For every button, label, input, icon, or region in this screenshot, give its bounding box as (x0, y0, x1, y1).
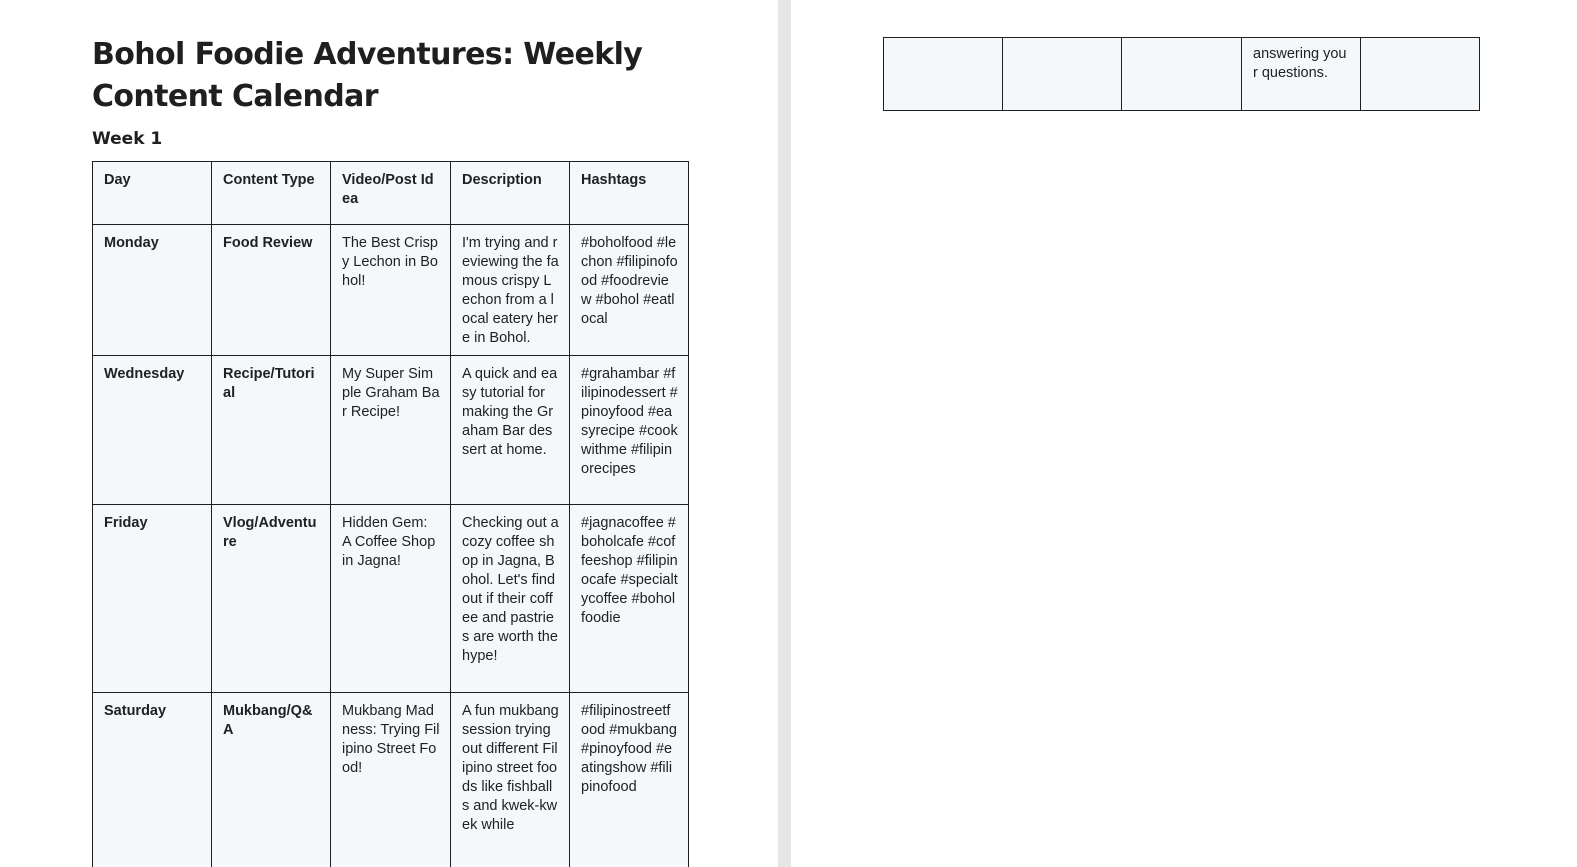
header-cell-day[interactable]: Day (93, 162, 212, 225)
header-cell-description[interactable]: Description (451, 162, 570, 225)
hashtags-cell[interactable]: #grahambar #filipinodessert #pinoyfood #easyrecipe #cookwithme #filipinorecipes (570, 356, 689, 505)
content-type-cell[interactable]: Food Review (212, 225, 331, 356)
description-cell[interactable]: A quick and easy tutorial for making the Graham Bar dessert at home. (451, 356, 570, 505)
header-cell-idea[interactable]: Video/Post Idea (331, 162, 451, 225)
day-cell[interactable] (884, 38, 1003, 111)
document-title: Bohol Foodie Adventures: Weekly Content Calendar (92, 37, 643, 114)
day-cell[interactable]: Wednesday (93, 356, 212, 505)
description-cell[interactable]: A fun mukbang session trying out different Filipino street foods like fishballs and kwek-kwek while (451, 693, 570, 867)
document-page-right[interactable] (791, 0, 1577, 867)
table-row (93, 356, 689, 505)
content-calendar-table (92, 161, 689, 867)
idea-cell[interactable]: My Super Simple Graham Bar Recipe! (331, 356, 451, 505)
table-row (884, 38, 1480, 111)
continued-table (883, 37, 1480, 111)
hashtags-cell[interactable]: #jagnacoffee #boholcafe #coffeeshop #filipinocafe #specialtycoffee #boholfoodie (570, 505, 689, 693)
content-type-cell[interactable]: Vlog/Adventure (212, 505, 331, 693)
description-cell[interactable]: I'm trying and reviewing the famous crispy Lechon from a local eatery here in Bohol. (451, 225, 570, 356)
content-type-cell[interactable] (1003, 38, 1122, 111)
hashtags-cell[interactable] (1361, 38, 1480, 111)
idea-cell[interactable] (1122, 38, 1242, 111)
table-row (93, 693, 689, 867)
description-cell[interactable]: answering your questions. (1242, 38, 1361, 111)
day-cell[interactable]: Friday (93, 505, 212, 693)
idea-cell[interactable]: Hidden Gem: A Coffee Shop in Jagna! (331, 505, 451, 693)
idea-cell[interactable]: Mukbang Madness: Trying Filipino Street Food! (331, 693, 451, 867)
hashtags-cell[interactable]: #filipinostreetfood #mukbang #pinoyfood #eatingshow #filipinofood (570, 693, 689, 867)
description-cell[interactable]: Checking out a cozy coffee shop in Jagna, Bohol. Let's find out if their coffee and pastries are worth the hype! (451, 505, 570, 693)
page-gutter (778, 0, 791, 867)
hashtags-cell[interactable]: #boholfood #lechon #filipinofood #foodreview #bohol #eatlocal (570, 225, 689, 356)
idea-cell[interactable]: The Best Crispy Lechon in Bohol! (331, 225, 451, 356)
document-page-left[interactable] (0, 0, 778, 867)
header-cell-content-type[interactable]: Content Type (212, 162, 331, 225)
day-cell[interactable]: Monday (93, 225, 212, 356)
week-heading: Week 1 (92, 129, 163, 149)
table-row (93, 505, 689, 693)
header-cell-hashtags[interactable]: Hashtags (570, 162, 689, 225)
table-header-row (93, 162, 689, 225)
table-row (93, 225, 689, 356)
day-cell[interactable]: Saturday (93, 693, 212, 867)
content-type-cell[interactable]: Mukbang/Q&A (212, 693, 331, 867)
content-type-cell[interactable]: Recipe/Tutorial (212, 356, 331, 505)
